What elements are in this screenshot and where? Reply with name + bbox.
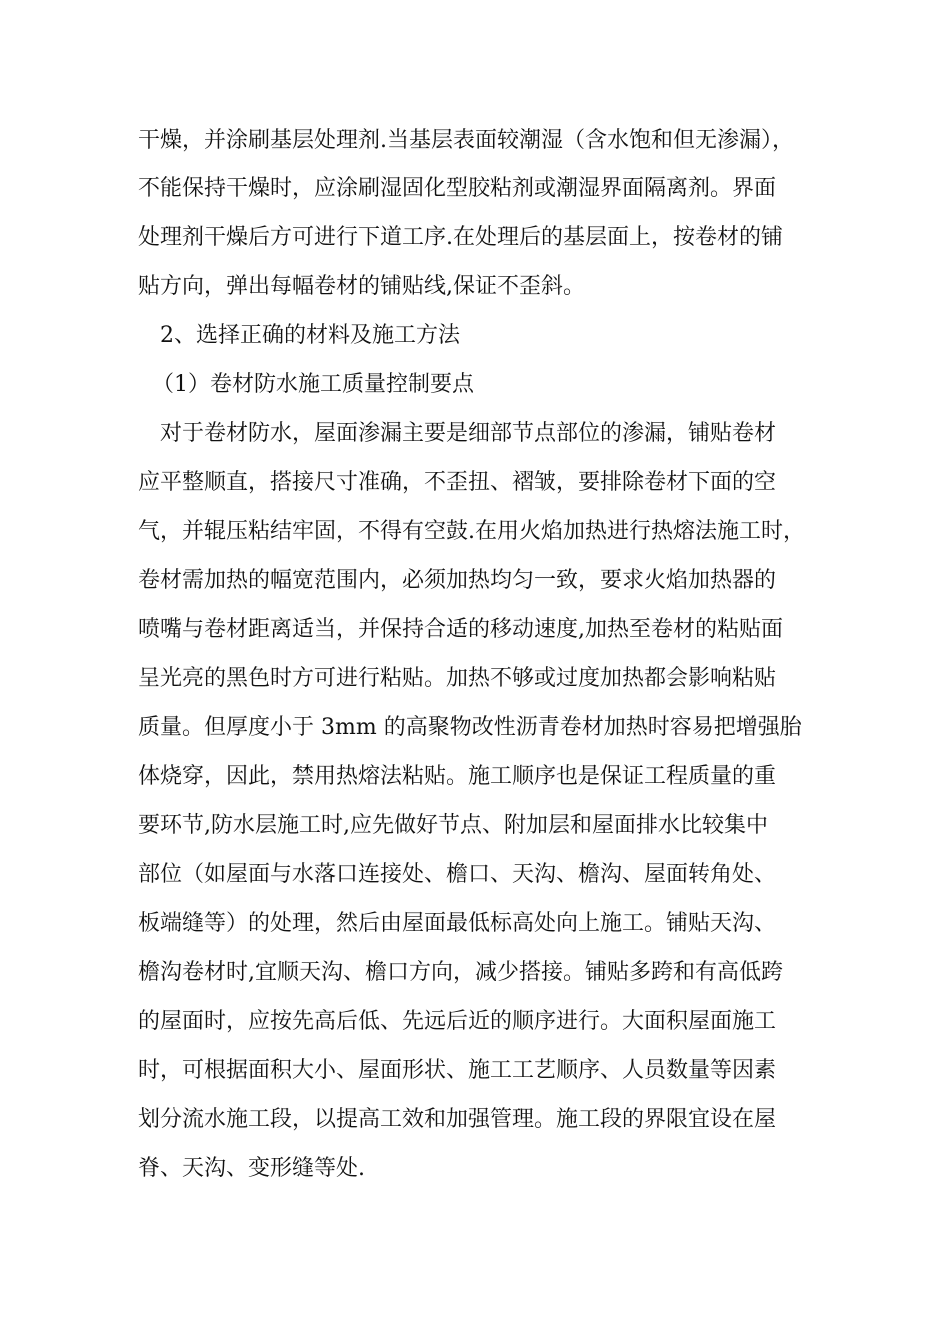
paragraph-line: 处理剂干燥后方可进行下道工序.在处理后的基层面上，按卷材的铺 bbox=[138, 225, 783, 250]
paragraph-line: 体烧穿，因此，禁用热熔法粘贴。施工顺序也是保证工程质量的重 bbox=[138, 764, 777, 789]
paragraph-line: 的屋面时，应按先高后低、先远后近的顺序进行。大面积屋面施工 bbox=[138, 1009, 777, 1034]
paragraph-line: 气，并辊压粘结牢固，不得有空鼓.在用火焰加热进行热熔法施工时， bbox=[138, 519, 805, 544]
paragraph-line: 脊、天沟、变形缝等处. bbox=[138, 1156, 365, 1181]
paragraph-line: 贴方向，弹出每幅卷材的铺贴线,保证不歪斜。 bbox=[138, 274, 585, 299]
subsection-heading: （1）卷材防水施工质量控制要点 bbox=[152, 372, 474, 397]
paragraph-line: 对于卷材防水，屋面渗漏主要是细部节点部位的渗漏，铺贴卷材 bbox=[160, 421, 777, 446]
paragraph-line: 不能保持干燥时，应涂刷湿固化型胶粘剂或潮湿界面隔离剂。界面 bbox=[138, 176, 777, 201]
paragraph-line: 时，可根据面积大小、屋面形状、施工工艺顺序、人员数量等因素 bbox=[138, 1058, 777, 1083]
paragraph-line: 板端缝等）的处理，然后由屋面最低标高处向上施工。铺贴天沟、 bbox=[138, 911, 777, 936]
paragraph-line: 要环节,防水层施工时,应先做好节点、附加层和屋面排水比较集中 bbox=[138, 813, 768, 838]
paragraph-line: 卷材需加热的幅宽范围内，必须加热均匀一致，要求火焰加热器的 bbox=[138, 568, 777, 593]
paragraph-line: 呈光亮的黑色时方可进行粘贴。加热不够或过度加热都会影响粘贴 bbox=[138, 666, 777, 691]
section-heading: 2、选择正确的材料及施工方法 bbox=[160, 323, 460, 348]
paragraph-line: 部位（如屋面与水落口连接处、檐口、天沟、檐沟、屋面转角处、 bbox=[138, 862, 777, 887]
paragraph-line: 质量。但厚度小于 3mm 的高聚物改性沥青卷材加热时容易把增强胎 bbox=[138, 715, 802, 740]
paragraph-line: 喷嘴与卷材距离适当，并保持合适的移动速度,加热至卷材的粘贴面 bbox=[138, 617, 783, 642]
paragraph-line: 应平整顺直，搭接尺寸准确，不歪扭、褶皱，要排除卷材下面的空 bbox=[138, 470, 777, 495]
paragraph-line: 划分流水施工段，以提高工效和加强管理。施工段的界限宜设在屋 bbox=[138, 1107, 777, 1132]
paragraph-line: 檐沟卷材时,宜顺天沟、檐口方向，减少搭接。铺贴多跨和有高低跨 bbox=[138, 960, 783, 985]
paragraph-line: 干燥，并涂刷基层处理剂.当基层表面较潮湿（含水饱和但无渗漏）， bbox=[138, 128, 794, 153]
